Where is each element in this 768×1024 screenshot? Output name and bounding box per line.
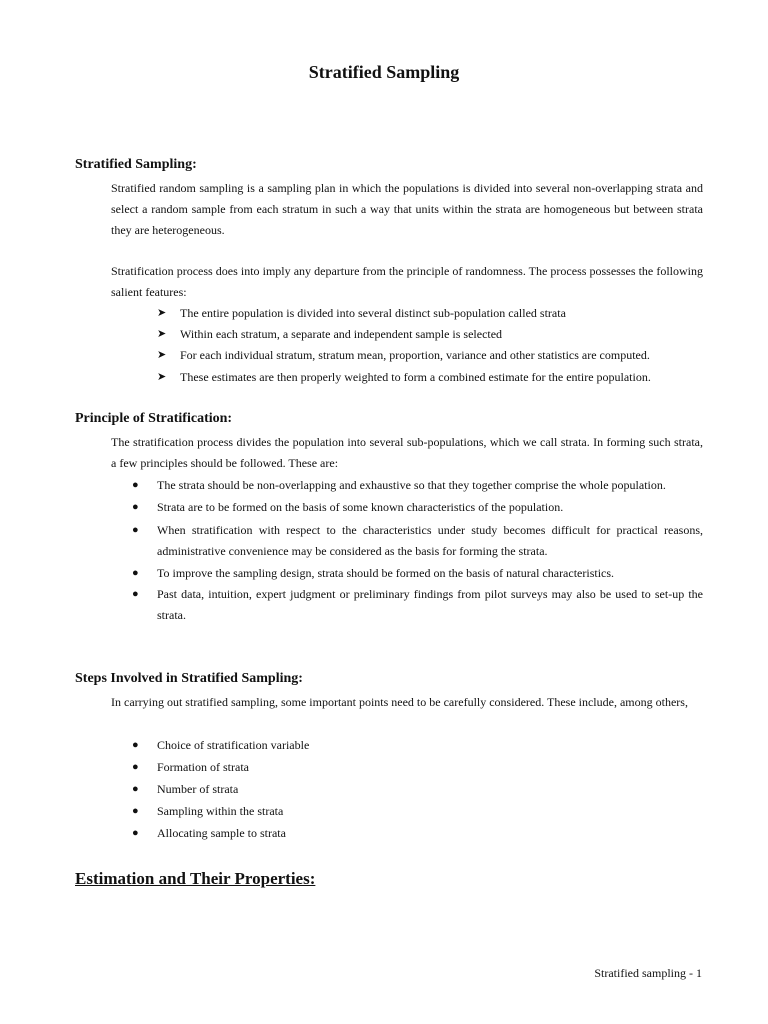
section-heading-stratified-sampling: Stratified Sampling: [75, 157, 197, 172]
dot-bullet-icon: ● [132, 524, 139, 536]
section1-paragraph-1: Stratified random sampling is a sampling plan in which the populations is divided into several non-overlapping strata and select a random sample from each stratum in such a way that units within the strata are homogeneous but between strata they are heterogeneous. [111, 181, 703, 237]
dot-bullet-icon: ● [132, 827, 139, 839]
dot-bullet-icon: ● [132, 805, 139, 817]
list-item: ➤ Within each stratum, a separate and independent sample is selected [111, 324, 703, 345]
steps-list [111, 735, 703, 845]
list-item: ● When stratification with respect to the characteristics under study becomes difficult for practical reasons, administrative convenience may be considered as the basis for forming the strata. [111, 520, 703, 562]
page-footer: Stratified sampling - 1 [594, 966, 702, 980]
features-list [111, 303, 703, 388]
list-item: ● The strata should be non-overlapping and exhaustive so that they together comprise the whole population. [111, 475, 703, 496]
list-item: ● Past data, intuition, expert judgment or preliminary findings from pilot surveys may also be used to set-up the strata. [111, 584, 703, 626]
arrow-bullet-icon: ➤ [157, 371, 167, 383]
list-item: ● Number of strata [111, 779, 703, 801]
dot-bullet-icon: ● [132, 588, 139, 600]
dot-bullet-icon: ● [132, 479, 139, 491]
list-item: ● Allocating sample to strata [111, 823, 703, 845]
list-item: ➤ These estimates are then properly weighted to form a combined estimate for the entire population. [111, 367, 703, 388]
list-item: ● To improve the sampling design, strata should be formed on the basis of natural characteristics. [111, 563, 703, 584]
list-item: ● Sampling within the strata [111, 801, 703, 823]
dot-bullet-icon: ● [132, 783, 139, 795]
section-heading-steps-involved: Steps Involved in Stratified Sampling: [75, 671, 303, 686]
list-item: ● Formation of strata [111, 757, 703, 779]
dot-bullet-icon: ● [132, 501, 139, 513]
section-heading-principle-of-stratification: Principle of Stratification: [75, 411, 233, 426]
list-item: ● Strata are to be formed on the basis of some known characteristics of the population. [111, 497, 703, 518]
section3-paragraph: In carrying out stratified sampling, some important points need to be carefully considered. These include, among others, [111, 695, 688, 709]
dot-bullet-icon: ● [132, 567, 139, 579]
arrow-bullet-icon: ➤ [157, 328, 167, 340]
dot-bullet-icon: ● [132, 739, 139, 751]
principles-list [111, 475, 703, 626]
section1-paragraph-2: Stratification process does into imply any departure from the principle of randomness. The process possesses the following salient features: [111, 264, 703, 299]
list-item: ➤ For each individual stratum, stratum mean, proportion, variance and other statistics are computed. [111, 345, 703, 366]
page-title: Stratified Sampling [308, 62, 460, 82]
list-item: ➤ The entire population is divided into several distinct sub-population called strata [111, 303, 703, 324]
arrow-bullet-icon: ➤ [157, 307, 167, 319]
section2-paragraph: The stratification process divides the population into several sub-populations, which we call strata. In forming such strata, a few principles should be followed. These are: [111, 435, 703, 470]
section-heading-estimation: Estimation and Their Properties: [75, 869, 316, 888]
arrow-bullet-icon: ➤ [157, 349, 167, 361]
dot-bullet-icon: ● [132, 761, 139, 773]
list-item: ● Choice of stratification variable [111, 735, 703, 757]
